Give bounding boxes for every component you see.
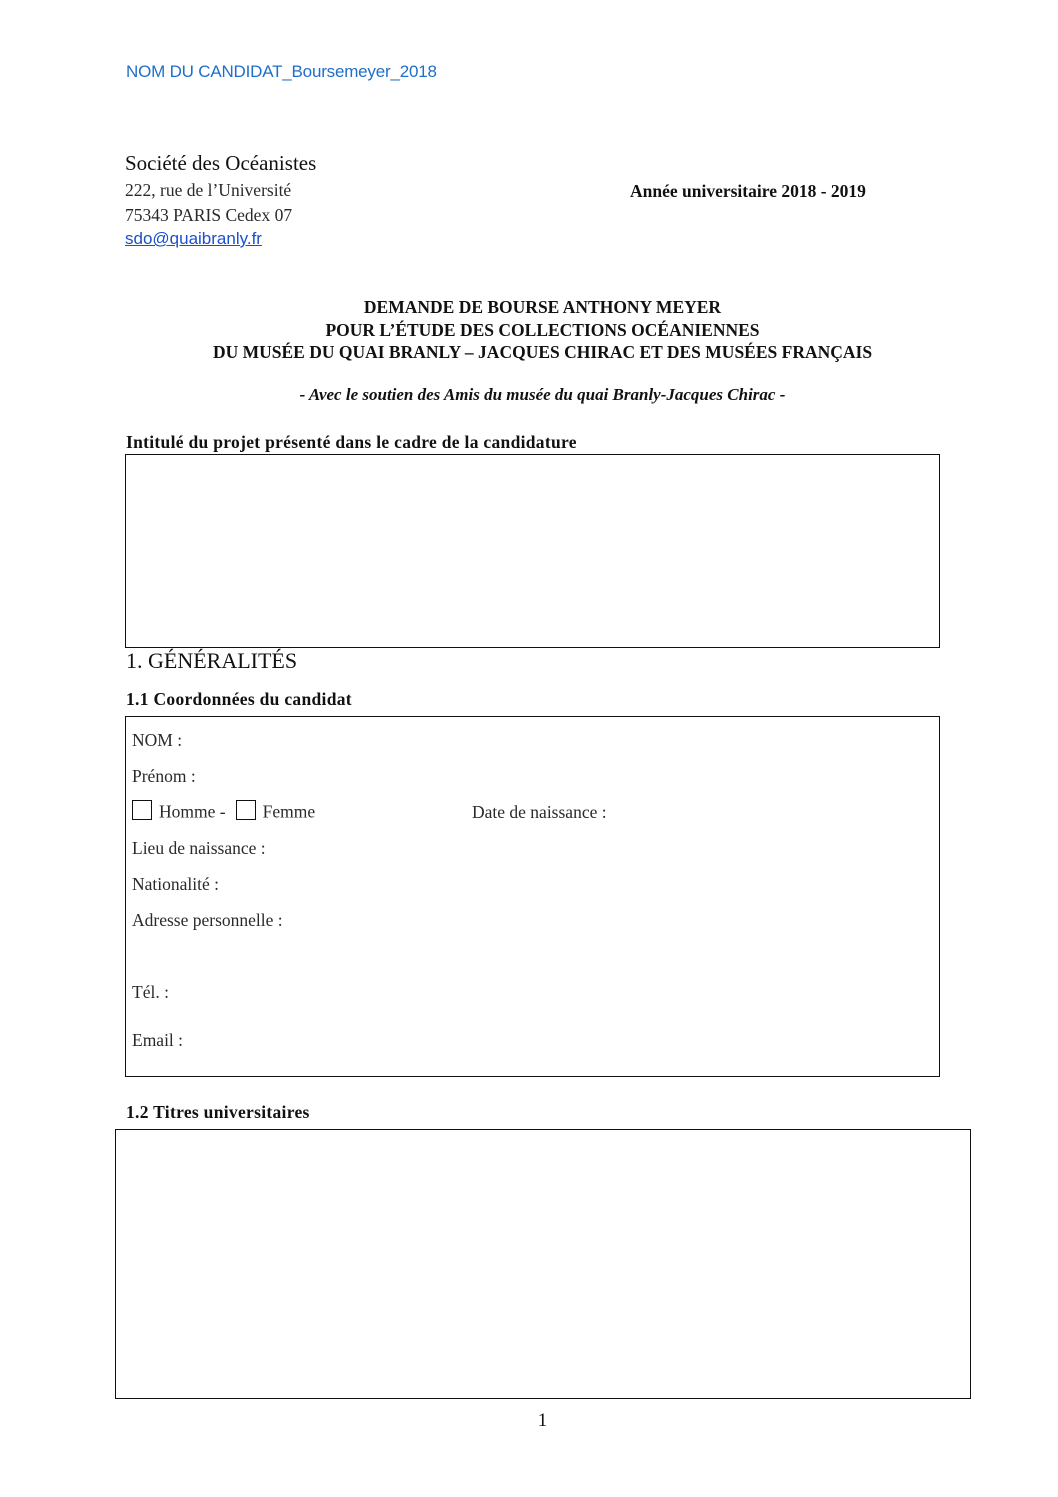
candidate-coordinates-label: 1.1 Coordonnées du candidat <box>126 689 352 709</box>
page-number: 1 <box>537 1410 548 1431</box>
academic-year: Année universitaire 2018 - 2019 <box>630 181 866 201</box>
document-title-line-2: POUR L’ÉTUDE DES COLLECTIONS OCÉANIENNES <box>325 319 760 340</box>
homme-checkbox[interactable] <box>132 800 152 820</box>
document-title <box>120 296 965 364</box>
gender-selector <box>132 800 315 824</box>
academic-titles-label: 1.2 Titres universitaires <box>126 1102 310 1122</box>
document-subtitle: - Avec le soutien des Amis du musée du quai Branly-Jacques Chirac - <box>299 385 786 404</box>
organization-name: Société des Océanistes <box>125 151 317 175</box>
date-of-birth-field-label[interactable]: Date de naissance : <box>472 802 607 822</box>
project-title-label: Intitulé du projet présenté dans le cadre de la candidature <box>126 432 577 452</box>
birthplace-field-label[interactable]: Lieu de naissance : <box>132 838 266 858</box>
prenom-field-label[interactable]: Prénom : <box>132 766 196 786</box>
section-1-heading: 1. GÉNÉRALITÉS <box>126 648 298 673</box>
organization-email-link[interactable]: sdo@quaibranly.fr <box>125 229 262 248</box>
personal-address-field-label[interactable]: Adresse personnelle : <box>132 910 283 930</box>
candidate-coordinates-box <box>125 716 940 1077</box>
document-title-line-1: DEMANDE DE BOURSE ANTHONY MEYER <box>363 297 722 317</box>
phone-field-label[interactable]: Tél. : <box>132 982 169 1002</box>
organization-street: 222, rue de l’Université <box>125 180 292 200</box>
academic-titles-field[interactable] <box>115 1129 971 1399</box>
nom-field-label[interactable]: NOM : <box>132 730 183 750</box>
project-title-field[interactable] <box>125 454 940 648</box>
document-header-label: NOM DU CANDIDAT_Boursemeyer_2018 <box>126 62 437 81</box>
femme-checkbox[interactable] <box>236 800 256 820</box>
femme-label: Femme <box>262 801 316 822</box>
document-title-line-3: DU MUSÉE DU QUAI BRANLY – JACQUES CHIRAC ET DES MUSÉES FRANÇAIS <box>212 342 873 362</box>
email-field-label[interactable]: Email : <box>132 1030 184 1050</box>
nationality-field-label[interactable]: Nationalité : <box>132 874 219 894</box>
homme-label: Homme - <box>159 801 226 822</box>
organization-city: 75343 PARIS Cedex 07 <box>125 205 293 225</box>
